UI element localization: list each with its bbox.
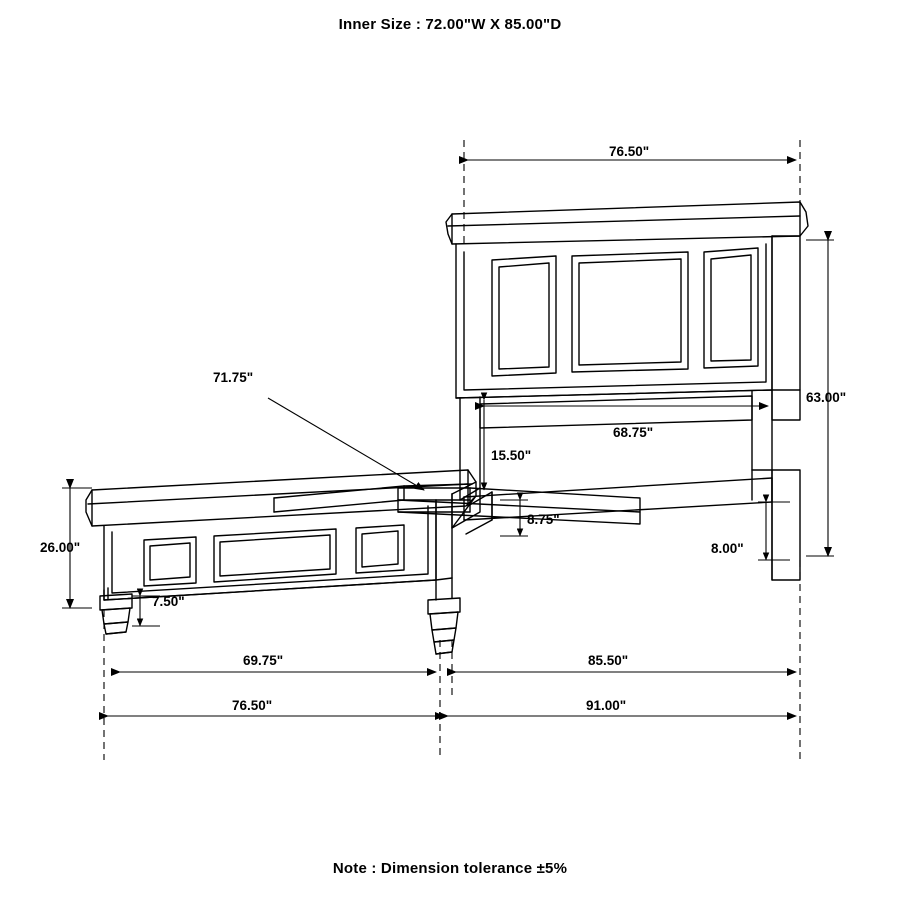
- tolerance-note: Note : Dimension tolerance ±5%: [332, 860, 568, 877]
- dimension-label-overall-length: 91.00": [586, 698, 627, 713]
- dimension-label-footboard-width: 69.75": [243, 653, 284, 668]
- dimension-label-side-rail-length: 85.50": [588, 653, 629, 668]
- dimension-label-headboard-width: 76.50": [609, 144, 650, 159]
- dimension-label-headboard-height: 63.00": [806, 390, 847, 405]
- dimension-label-rail-to-slat: 15.50": [491, 448, 532, 463]
- page-title: Inner Size : 72.00"W X 85.00"D: [338, 16, 562, 33]
- dimension-label-overall-footboard-width: 76.50": [232, 698, 273, 713]
- dimension-label-slat-height: 8.75": [527, 512, 560, 527]
- dimension-label-inner-length: 71.75": [213, 370, 254, 385]
- dimension-label-footboard-height: 26.00": [40, 540, 81, 555]
- dimension-label-inner-rail-width: 68.75": [613, 425, 654, 440]
- dimension-label-deck-clearance: 8.00": [711, 541, 744, 556]
- dimension-label-foot-post-height: 7.50": [152, 594, 185, 609]
